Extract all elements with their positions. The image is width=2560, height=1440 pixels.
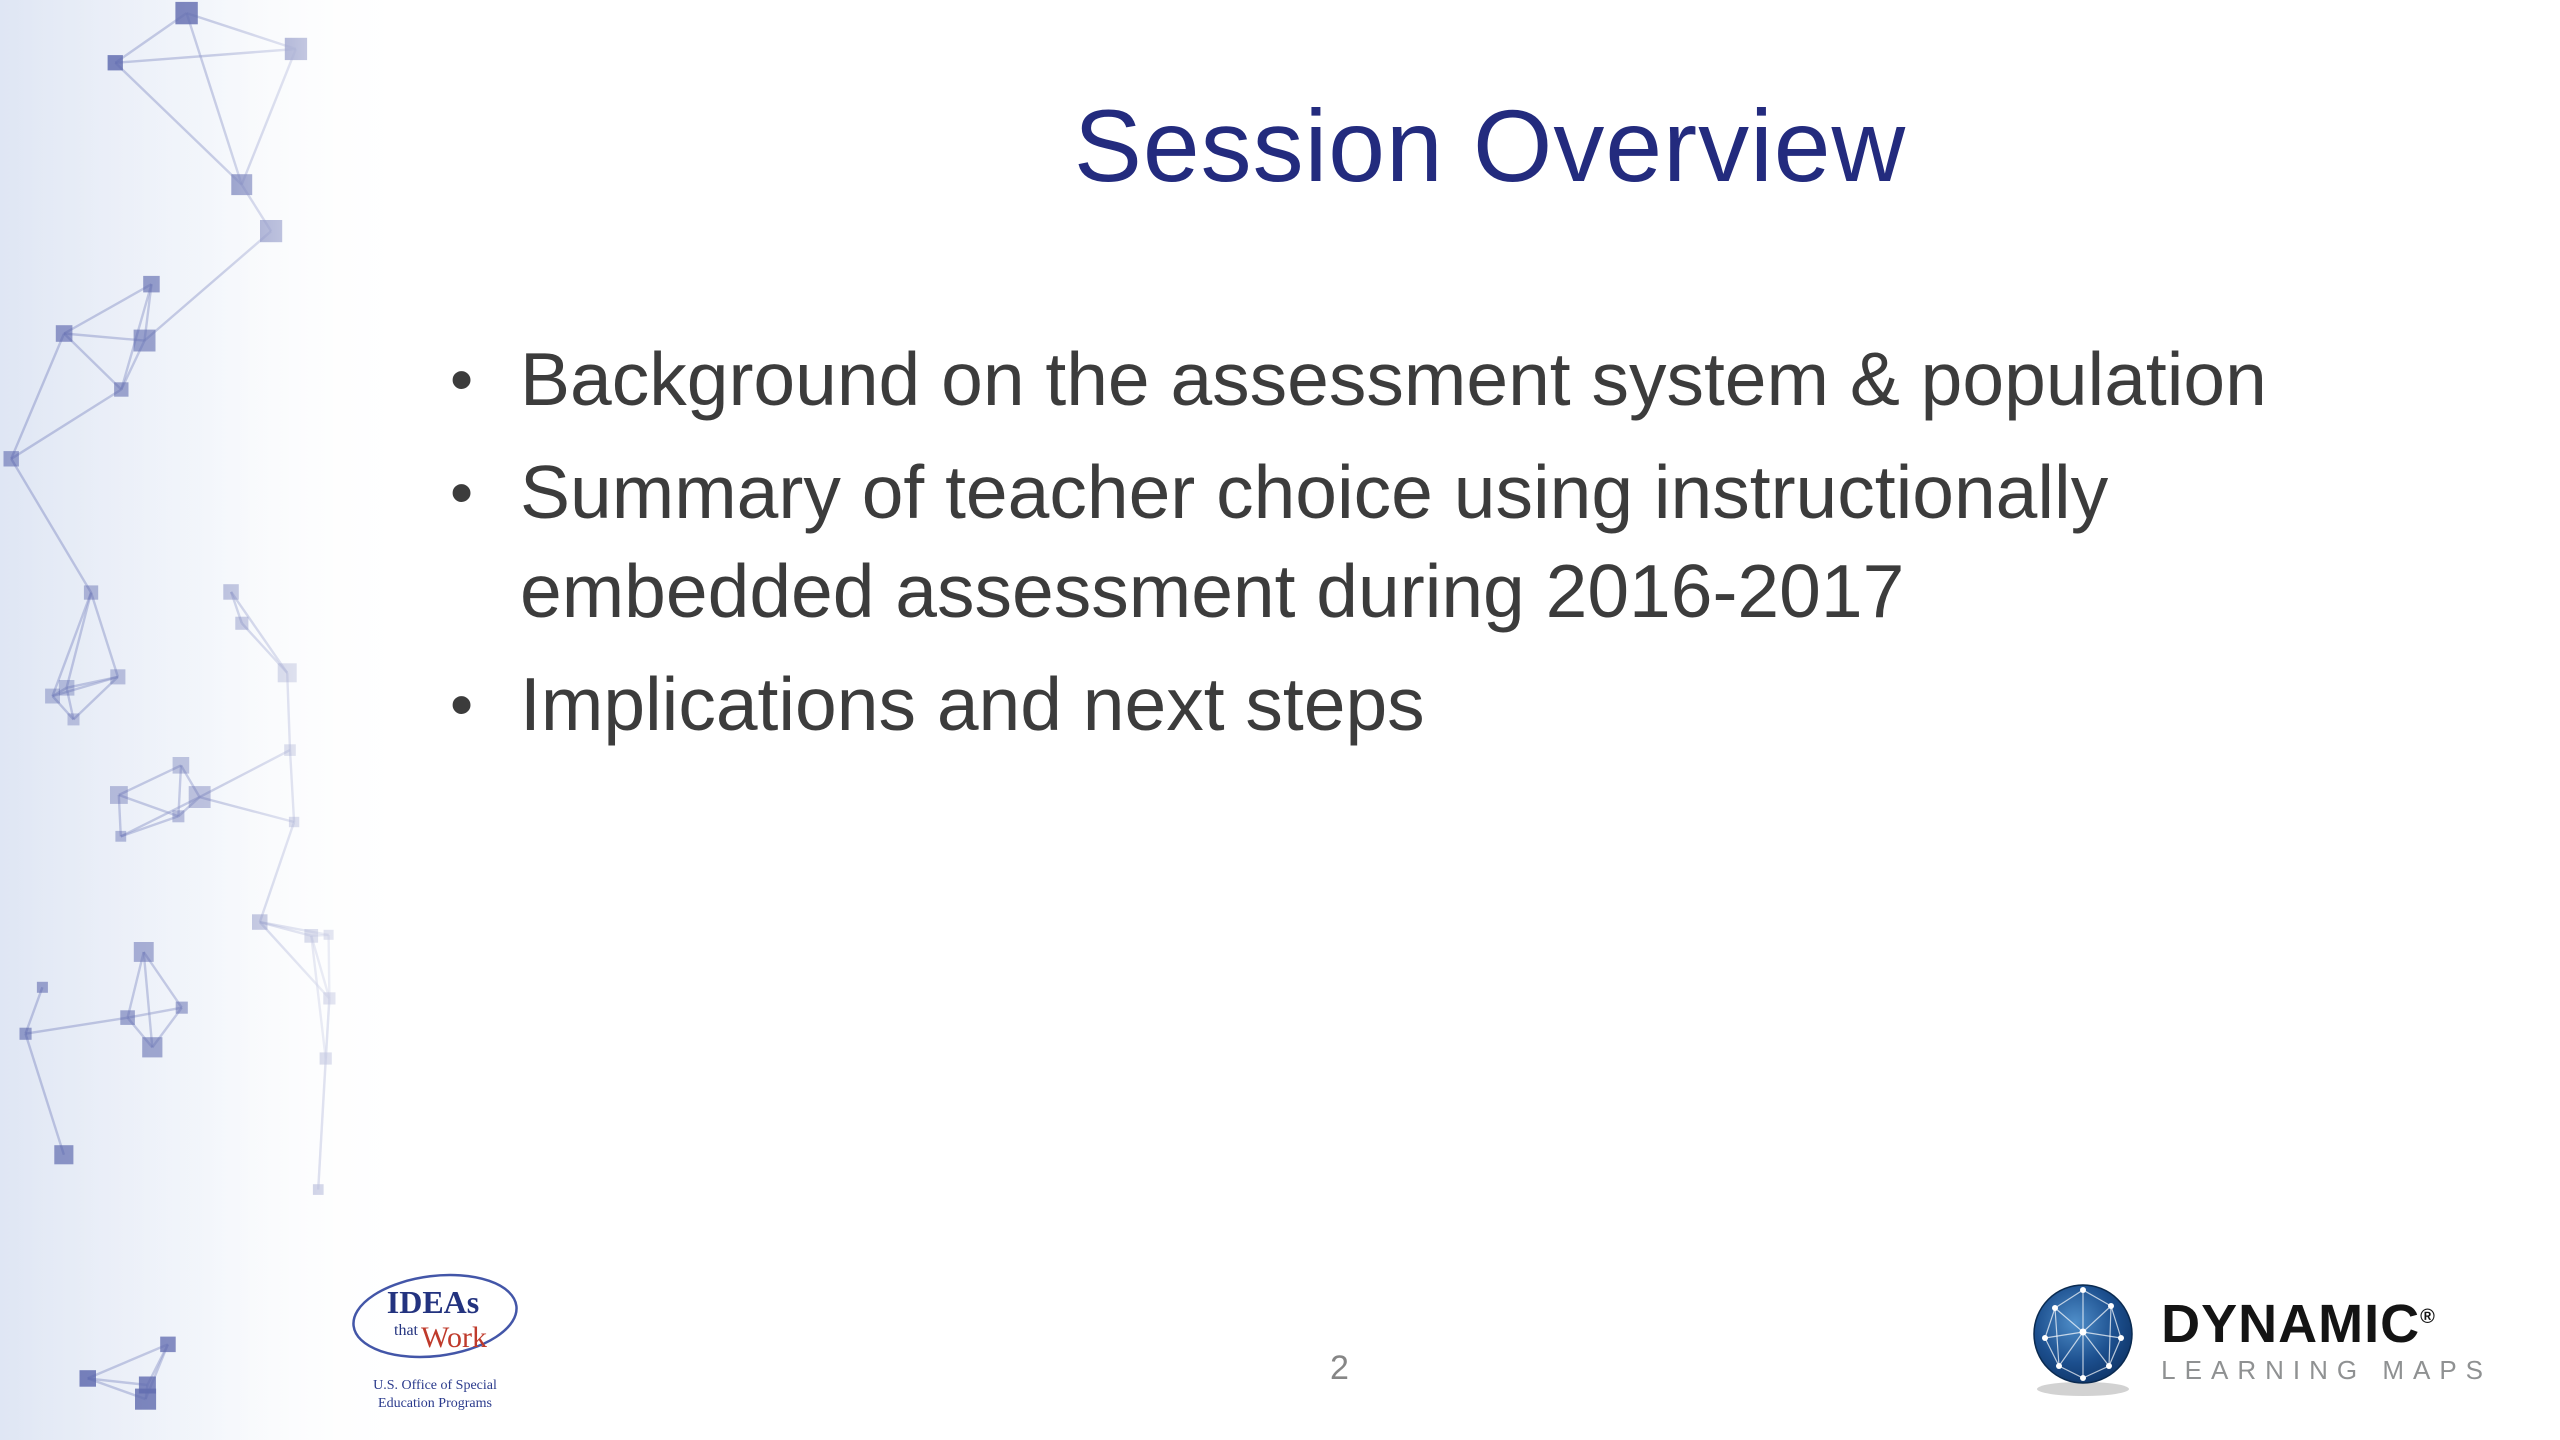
bullet-list — [450, 330, 2480, 768]
dlm-logo-name — [2161, 1294, 2492, 1354]
bullet-text: Summary of teacher choice using instructionally embedded assessment during 2016-2017 — [520, 450, 2109, 633]
bullet-text: Implications and next steps — [520, 662, 1425, 746]
dlm-logo — [2031, 1282, 2492, 1398]
bullet-marker: • — [450, 342, 474, 416]
dlm-logo-subtitle: LEARNING MAPS — [2161, 1355, 2492, 1385]
slide-title: Session Overview — [1073, 89, 1907, 203]
dlm-globe-icon — [2031, 1282, 2135, 1398]
dlm-name-word: DYNAMIC — [2161, 1294, 2421, 1354]
page-number: 2 — [1330, 1349, 1349, 1387]
ideas-that-work-logo — [330, 1261, 580, 1426]
ideas-logo-caption-line2: Education Programs — [378, 1396, 492, 1411]
bullet-item — [450, 655, 2480, 754]
decorative-left-strip — [0, 0, 420, 1440]
dlm-logo-text — [2161, 1294, 2492, 1385]
ideas-logo-word-that: that — [394, 1322, 418, 1339]
ideas-logo-word-ideas: IDEAs — [386, 1284, 480, 1320]
dlm-registered-mark: ® — [2420, 1306, 2436, 1328]
network-pattern-graphic — [0, 0, 420, 1440]
ideas-logo-caption-line1: U.S. Office of Special — [373, 1378, 497, 1393]
bullet-item — [450, 330, 2480, 429]
bullet-text: Background on the assessment system & population — [520, 337, 2267, 421]
bullet-item — [450, 443, 2480, 641]
ideas-logo-word-work: Work — [421, 1321, 487, 1354]
bullet-marker: • — [450, 667, 474, 741]
bullet-marker: • — [450, 455, 474, 529]
ideas-that-work-graphic — [330, 1261, 580, 1426]
